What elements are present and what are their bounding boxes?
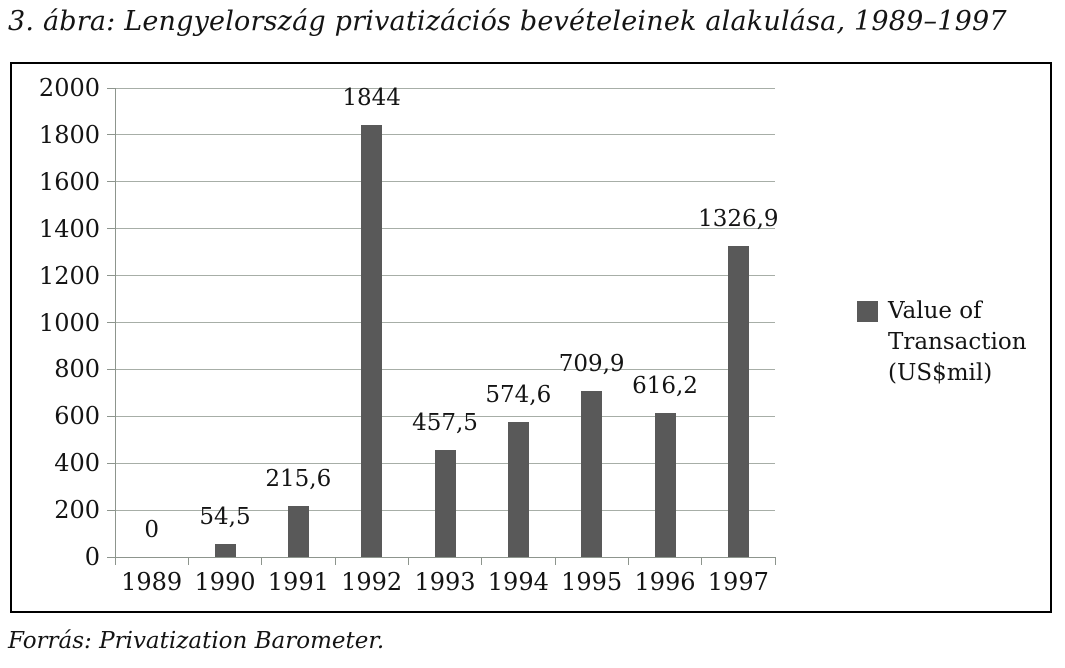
value-label-1994: 574,6 xyxy=(485,382,552,408)
y-axis-label-200: 200 xyxy=(54,496,100,525)
y-axis-line xyxy=(115,88,116,557)
x-axis-label-1995: 1995 xyxy=(561,568,623,596)
bar-1994 xyxy=(508,422,529,557)
y-tick-400 xyxy=(107,463,115,464)
bar-1993 xyxy=(435,450,456,557)
legend-label-line-1: Value of xyxy=(888,298,982,324)
value-label-1993: 457,5 xyxy=(412,410,478,436)
x-axis-label-1997: 1997 xyxy=(707,568,769,596)
y-axis-label-0: 0 xyxy=(84,543,100,571)
x-axis-label-1990: 1990 xyxy=(194,568,256,596)
x-axis-label-1992: 1992 xyxy=(341,568,403,596)
legend-label xyxy=(888,296,1027,389)
x-axis-label-1994: 1994 xyxy=(487,568,549,596)
y-tick-200 xyxy=(107,510,115,511)
gridline-1200 xyxy=(115,275,775,276)
figure-title: 3. ábra: Lengyelország privatizációs bevételeinek alakulása, 1989–1997 xyxy=(8,6,1007,37)
y-axis-label-1600: 1600 xyxy=(38,167,100,196)
y-tick-1200 xyxy=(107,275,115,276)
bar-1997 xyxy=(728,246,749,557)
bar-1992 xyxy=(361,125,382,557)
gridline-800 xyxy=(115,369,775,370)
x-tick-7 xyxy=(628,557,629,565)
bar-1995 xyxy=(581,391,602,557)
y-axis-label-400: 400 xyxy=(54,449,100,478)
x-tick-2 xyxy=(261,557,262,565)
y-axis-label-1800: 1800 xyxy=(38,120,100,149)
value-label-1997: 1326,9 xyxy=(698,206,779,232)
bar-1996 xyxy=(655,413,676,557)
y-tick-1800 xyxy=(107,134,115,135)
x-tick-1 xyxy=(188,557,189,565)
chart-frame xyxy=(10,62,1052,613)
y-tick-2000 xyxy=(107,88,115,89)
gridline-2000 xyxy=(115,88,775,89)
y-tick-800 xyxy=(107,369,115,370)
x-tick-5 xyxy=(481,557,482,565)
x-axis-label-1996: 1996 xyxy=(634,568,696,596)
x-tick-3 xyxy=(335,557,336,565)
y-tick-1600 xyxy=(107,181,115,182)
y-axis-label-2000: 2000 xyxy=(38,74,100,102)
legend-label-line-2: Transaction xyxy=(888,329,1027,355)
legend xyxy=(857,296,1027,389)
bar-1991 xyxy=(288,506,309,557)
x-tick-4 xyxy=(408,557,409,565)
value-label-1995: 709,9 xyxy=(558,351,625,377)
gridline-1800 xyxy=(115,134,775,135)
x-tick-9 xyxy=(775,557,776,565)
value-label-1991: 215,6 xyxy=(265,466,332,492)
gridline-1600 xyxy=(115,181,775,182)
gridline-1000 xyxy=(115,322,775,323)
value-label-1992: 1844 xyxy=(342,85,401,111)
y-axis-label-800: 800 xyxy=(54,355,100,384)
y-tick-1400 xyxy=(107,228,115,229)
value-label-1989: 0 xyxy=(144,517,159,543)
y-tick-600 xyxy=(107,416,115,417)
y-axis-label-1000: 1000 xyxy=(38,308,100,337)
y-tick-1000 xyxy=(107,322,115,323)
x-axis-label-1991: 1991 xyxy=(267,568,329,596)
y-axis-label-1400: 1400 xyxy=(38,214,100,243)
x-axis-label-1989: 1989 xyxy=(121,568,183,596)
y-axis-label-1200: 1200 xyxy=(38,261,100,290)
gridline-1400 xyxy=(115,228,775,229)
x-tick-0 xyxy=(115,557,116,565)
x-tick-6 xyxy=(555,557,556,565)
legend-color-swatch xyxy=(857,301,878,322)
x-tick-8 xyxy=(701,557,702,565)
value-label-1996: 616,2 xyxy=(632,373,698,399)
y-axis-label-600: 600 xyxy=(54,402,100,431)
source-note: Forrás: Privatization Barometer. xyxy=(8,628,385,654)
bar-1990 xyxy=(215,544,236,557)
x-axis-label-1993: 1993 xyxy=(414,568,476,596)
value-label-1990: 54,5 xyxy=(199,504,251,530)
legend-label-line-3: (US$mil) xyxy=(888,360,993,386)
